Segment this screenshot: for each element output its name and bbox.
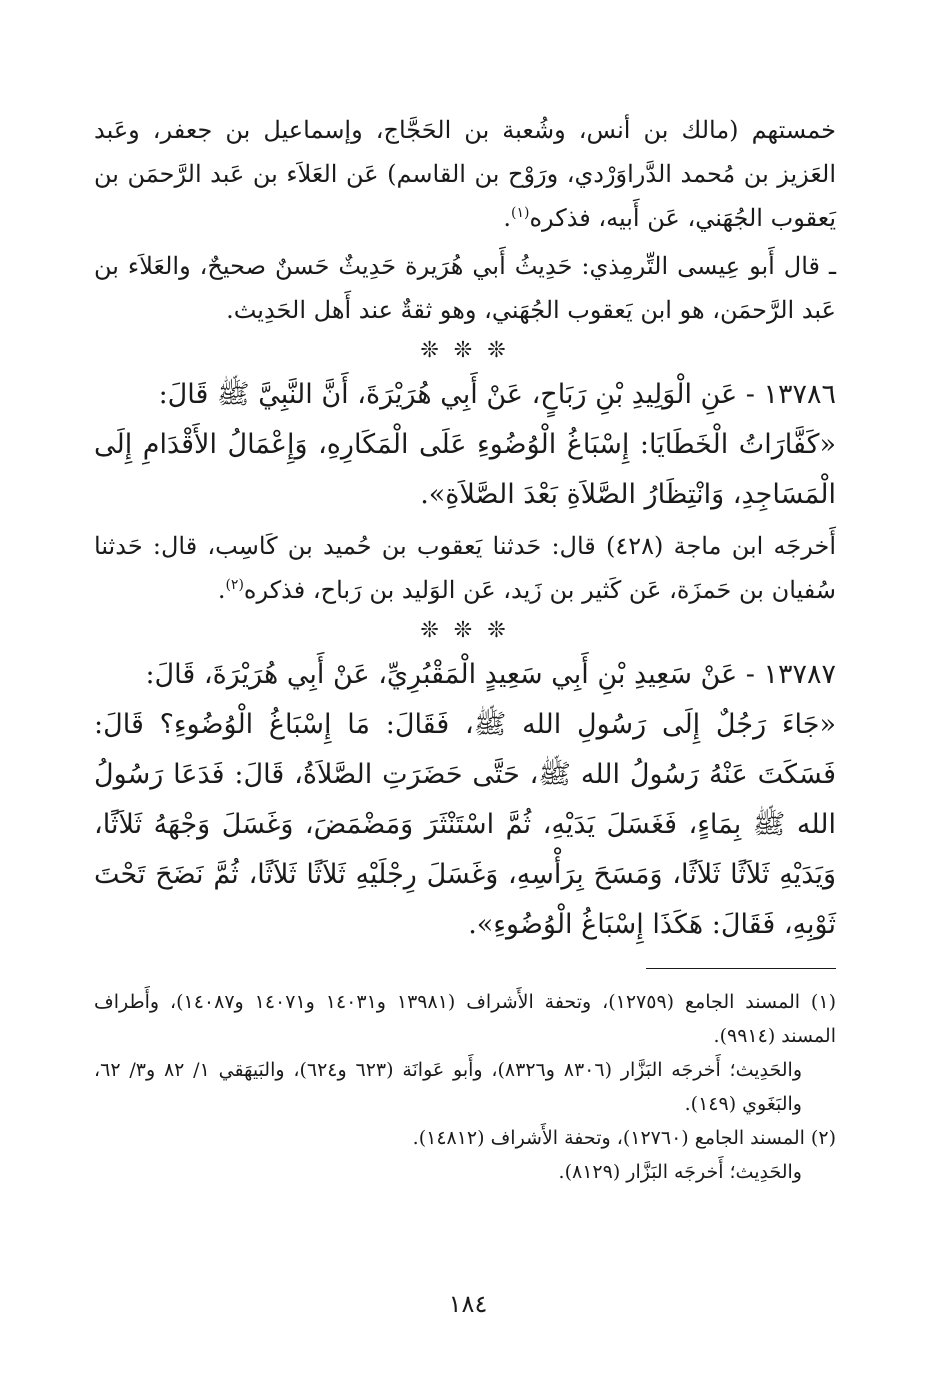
footnote-divider	[646, 968, 836, 969]
section-separator: ❊ ❊ ❊	[420, 618, 510, 643]
hadith-13786-text: «كَفَّارَاتُ الْخَطَايَا: إِسْبَاغُ الْوُضُوءِ عَلَى الْمَكَارِهِ، وَإِعْمَالُ الأَقْدَامِ إِلَى الْمَسَاجِدِ، وَانْتِظَارُ الصَّلاَةِ بَعْدَ الصَّلاَةِ».	[94, 429, 836, 510]
footnote-ref-2: (٢)	[225, 577, 244, 593]
paragraph-text: أَخرجَه ابن ماجة (٤٢٨) قال: حَدثنا يَعقوب بن حُميد بن كَاسِب، قال: حَدثنا سُفيان بن حَمزَة، عَن كَثير بن زَيد، عَن الوَليد بن رَباح، فذكره	[94, 532, 836, 604]
paragraph-text: خمستهم (مالك بن أنس، وشُعبة بن الحَجَّاج، وإسماعيل بن جعفر، وعَبد العَزيز بن مُحمد الدَّراوَرْدي، ورَوْح بن القاسم) عَن العَلاَء بن عَبد الرَّحمَن بن يَعقوب الجُهَني، عَن أَبيه، فذكره	[94, 116, 836, 232]
paragraph-takhrij	[94, 524, 836, 612]
page-body	[94, 108, 836, 1189]
paragraph-tirmidhi-comment: ـ قال أَبو عِيسى التِّرمِذي: حَدِيثُ أَبي هُرَيرة حَدِيثٌ حَسنٌ صحيحٌ، والعَلاَء بن عَبد الرَّحمَن، هو ابن يَعقوب الجُهَني، وهو ثقةٌ عند أَهل الحَدِيث.	[94, 252, 836, 324]
paragraph-end-mark: .	[503, 204, 511, 232]
page-number: ١٨٤	[448, 1290, 488, 1318]
paragraph-isnad-1	[94, 108, 836, 240]
footnote-2-continuation: والحَدِيث؛ أَخرجَه البَزَّار (٨١٢٩).	[558, 1161, 802, 1183]
hadith-13787-text: «جَاءَ رَجُلٌ إِلَى رَسُولِ الله ﷺ، فَقَالَ: مَا إِسْبَاغُ الْوُضُوءِ؟ قَالَ: فَسَكَتَ عَنْهُ رَسُولُ الله ﷺ، حَتَّى حَضَرَتِ الصَّلاَةُ، قَالَ: فَدَعَا رَسُولُ الله ﷺ بِمَاءٍ، فَغَسَلَ يَدَيْهِ، ثُمَّ اسْتَنْثَرَ وَمَضْمَضَ، وَغَسَلَ وَجْهَهُ ثَلاَثًا، وَيَدَيْهِ ثَلاَثًا ثَلاَثًا، وَمَسَحَ بِرَأْسِهِ، وَغَسَلَ رِجْلَيْهِ ثَلاَثًا ثَلاَثًا، ثُمَّ نَضَحَ تَحْتَ ثَوْبِهِ، فَقَالَ: هَكَذَا إِسْبَاغُ الْوُضُوءِ».	[94, 709, 836, 940]
footnote-2: (٢) المسند الجامع (١٢٧٦٠)، وتحفة الأَشراف (١٤٨١٢).	[412, 1127, 836, 1149]
footnote-1: (١) المسند الجامع (١٢٧٥٩)، وتحفة الأَشراف (١٣٩٨١ و١٤٠٣١ و١٤٠٧١ و١٤٠٨٧)، وأَطراف المسند (٩٩١٤).	[94, 991, 836, 1047]
hadith-13786-header: ١٣٧٨٦ - عَنِ الْوَلِيدِ بْنِ رَبَاحٍ، عَنْ أَبِي هُرَيْرَةَ، أَنَّ النَّبِيَّ ﷺ قَالَ:	[158, 379, 836, 410]
footnote-ref-1: (١)	[510, 205, 530, 221]
section-separator: ❊ ❊ ❊	[420, 338, 510, 363]
hadith-13787-header: ١٣٧٨٧ - عَنْ سَعِيدِ بْنِ أَبِي سَعِيدٍ الْمَقْبُرِيِّ، عَنْ أَبِي هُرَيْرَةَ، قَالَ:	[145, 659, 836, 690]
paragraph-end-mark: .	[217, 576, 226, 604]
footnote-1-continuation: والحَدِيث؛ أَخرجَه البَزَّار (٨٣٠٦ و٨٣٢٦)، وأَبو عَوانَة (٦٢٣ و٦٢٤)، والبَيهَقي ١/ ٨٢ و٣/ ٦٢، والبَغَوي (١٤٩).	[94, 1059, 803, 1115]
